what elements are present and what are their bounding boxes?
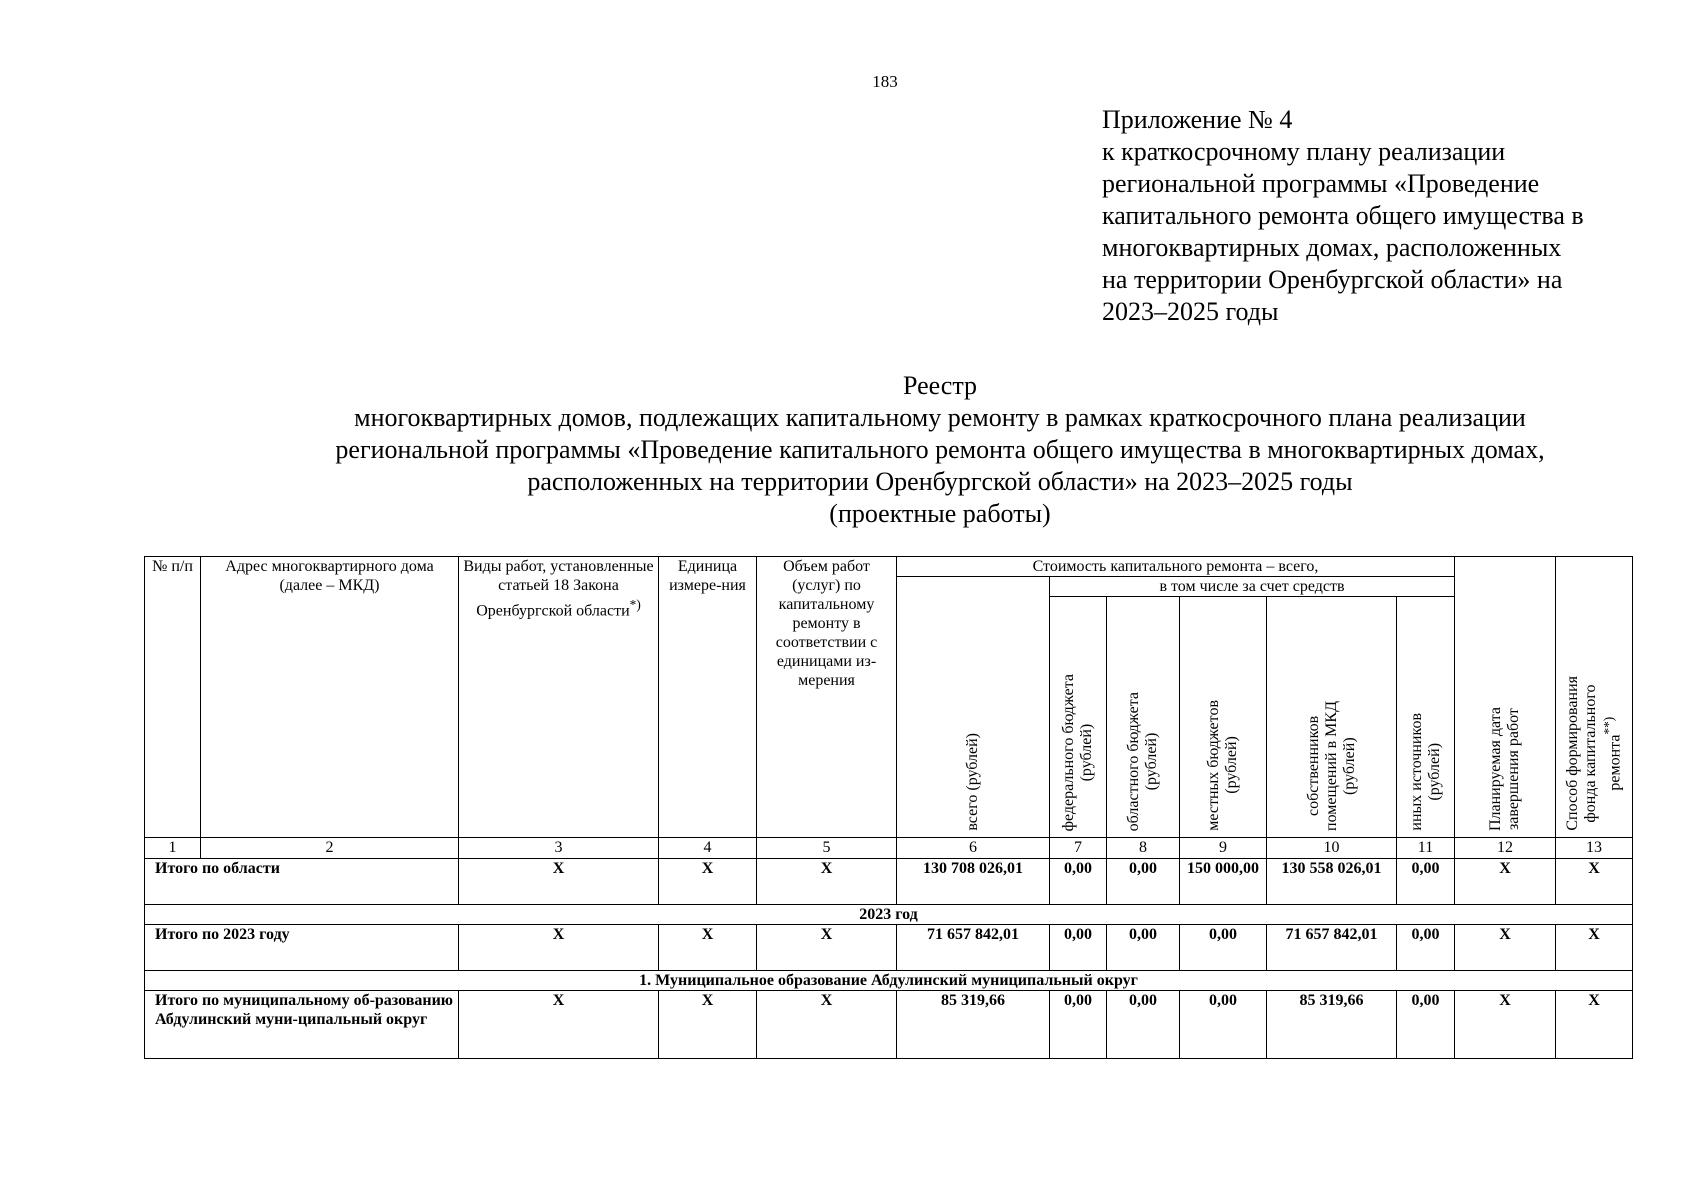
appendix-line: Приложение № 4	[1102, 105, 1293, 134]
registry-table	[144, 556, 1633, 1059]
cell: 71 657 842,01	[1267, 925, 1397, 971]
column-number: 8	[1107, 838, 1180, 859]
cell: 130 708 026,01	[897, 859, 1050, 905]
cell: 0,00	[1397, 991, 1455, 1059]
header-work-types	[459, 557, 659, 838]
cell: 0,00	[1107, 859, 1180, 905]
cell: X	[1455, 859, 1556, 905]
cell: 0,00	[1180, 991, 1267, 1059]
cell: 0,00	[1180, 925, 1267, 971]
header-federal	[1050, 597, 1107, 838]
column-number: 6	[897, 838, 1050, 859]
header-owners-text: собственников помещений в МКД (рублей)	[1304, 701, 1358, 831]
header-other-text: иных источников (рублей)	[1407, 713, 1443, 831]
table-row-total-2023	[145, 925, 1633, 971]
header-work-types-text: Виды работ, установленные статьей 18 Закона Оренбургской области	[463, 558, 654, 620]
header-total-text: всего (рублей)	[964, 733, 981, 831]
column-numbers-row	[145, 838, 1633, 859]
title-line: многоквартирных домов, подлежащих капитальному ремонту в рамках краткосрочного плана реализации	[354, 403, 1526, 432]
cell: 0,00	[1107, 925, 1180, 971]
cell: X	[757, 925, 897, 971]
title-line: расположенных на территории Оренбургской области» на 2023–2025 годы	[527, 467, 1353, 496]
page-number: 183	[872, 72, 898, 91]
document-title	[200, 370, 1680, 530]
cell: X	[459, 859, 659, 905]
cell: 0,00	[1397, 859, 1455, 905]
cell: X	[757, 859, 897, 905]
title-line: (проектные работы)	[829, 499, 1051, 528]
appendix-line: капитального ремонта общего имущества в	[1102, 201, 1584, 230]
cell: 0,00	[1050, 991, 1107, 1059]
column-number: 3	[459, 838, 659, 859]
cell: X	[1455, 991, 1556, 1059]
row-label: Итого по 2023 году	[145, 925, 459, 971]
cell: 85 319,66	[897, 991, 1050, 1059]
cell: X	[1556, 859, 1633, 905]
column-number: 7	[1050, 838, 1107, 859]
cell: X	[1556, 925, 1633, 971]
year-heading: 2023 год	[145, 905, 1633, 925]
header-owners	[1267, 597, 1397, 838]
header-unit: Единица измере-ния	[659, 557, 757, 838]
cell: 130 558 026,01	[1267, 859, 1397, 905]
cell: X	[459, 991, 659, 1059]
cell: 0,00	[1397, 925, 1455, 971]
column-number: 1	[145, 838, 201, 859]
header-volume: Объем работ (услуг) по капитальному ремонту в соответствии с единицами из-мерения	[757, 557, 897, 838]
header-total	[897, 577, 1050, 838]
header-sources-group: в том числе за счет средств	[1050, 577, 1455, 597]
cell: X	[1455, 925, 1556, 971]
header-local	[1180, 597, 1267, 838]
table-row-total-municipality	[145, 991, 1633, 1059]
header-address: Адрес многоквартирного дома (далее – МКД)	[201, 557, 459, 838]
appendix-line: к краткосрочному плану реализации	[1102, 137, 1506, 166]
table-row-municipality-heading	[145, 971, 1633, 991]
header-regional	[1107, 597, 1180, 838]
row-label: Итого по области	[145, 859, 459, 905]
appendix-line: многоквартирных домах, расположенных	[1102, 233, 1562, 262]
header-local-text: местных бюджетов (рублей)	[1205, 700, 1240, 831]
appendix-line: на территории Оренбургской области» на	[1102, 265, 1563, 294]
cell: 0,00	[1050, 859, 1107, 905]
header-fund-method	[1556, 557, 1633, 838]
column-number: 13	[1556, 838, 1633, 859]
header-fund-method-text: Способ формирования фонда капитального ремонта**)	[1563, 676, 1624, 831]
header-completion-date	[1455, 557, 1556, 838]
appendix-block	[1102, 104, 1662, 328]
cell: X	[659, 991, 757, 1059]
municipality-heading: 1. Муниципальное образование Абдулинский муниципальный округ	[145, 971, 1633, 991]
column-number: 12	[1455, 838, 1556, 859]
header-federal-text: федерального бюджета (рублей)	[1060, 673, 1095, 831]
header-cost-group: Стоимость капитального ремонта – всего,	[897, 557, 1455, 577]
appendix-line: 2023–2025 годы	[1102, 297, 1279, 326]
column-number: 11	[1397, 838, 1455, 859]
cell: 0,00	[1050, 925, 1107, 971]
cell: 85 319,66	[1267, 991, 1397, 1059]
title-line: Реестр	[902, 371, 978, 400]
cell: X	[659, 859, 757, 905]
row-label: Итого по муниципальному об-разованию Абдулинский муни-ципальный округ	[145, 991, 459, 1059]
table-row-total-region	[145, 859, 1633, 905]
header-regional-text: областного бюджета (рублей)	[1125, 691, 1160, 831]
cell: 150 000,00	[1180, 859, 1267, 905]
cell: X	[1556, 991, 1633, 1059]
cell: X	[757, 991, 897, 1059]
column-number: 9	[1180, 838, 1267, 859]
header-number: № п/п	[145, 557, 201, 838]
column-number: 4	[659, 838, 757, 859]
table-row-year-heading	[145, 905, 1633, 925]
footnote-mark: *)	[629, 597, 641, 612]
column-number: 2	[201, 838, 459, 859]
column-number: 5	[757, 838, 897, 859]
cell: X	[659, 925, 757, 971]
header-completion-date-text: Планируемая дата завершения работ	[1487, 706, 1522, 831]
column-number: 10	[1267, 838, 1397, 859]
header-other	[1397, 597, 1455, 838]
cell: X	[459, 925, 659, 971]
cell: 71 657 842,01	[897, 925, 1050, 971]
title-line: региональной программы «Проведение капитального ремонта общего имущества в многоквартирных домах,	[335, 435, 1545, 464]
cell: 0,00	[1107, 991, 1180, 1059]
appendix-line: региональной программы «Проведение	[1102, 169, 1540, 198]
